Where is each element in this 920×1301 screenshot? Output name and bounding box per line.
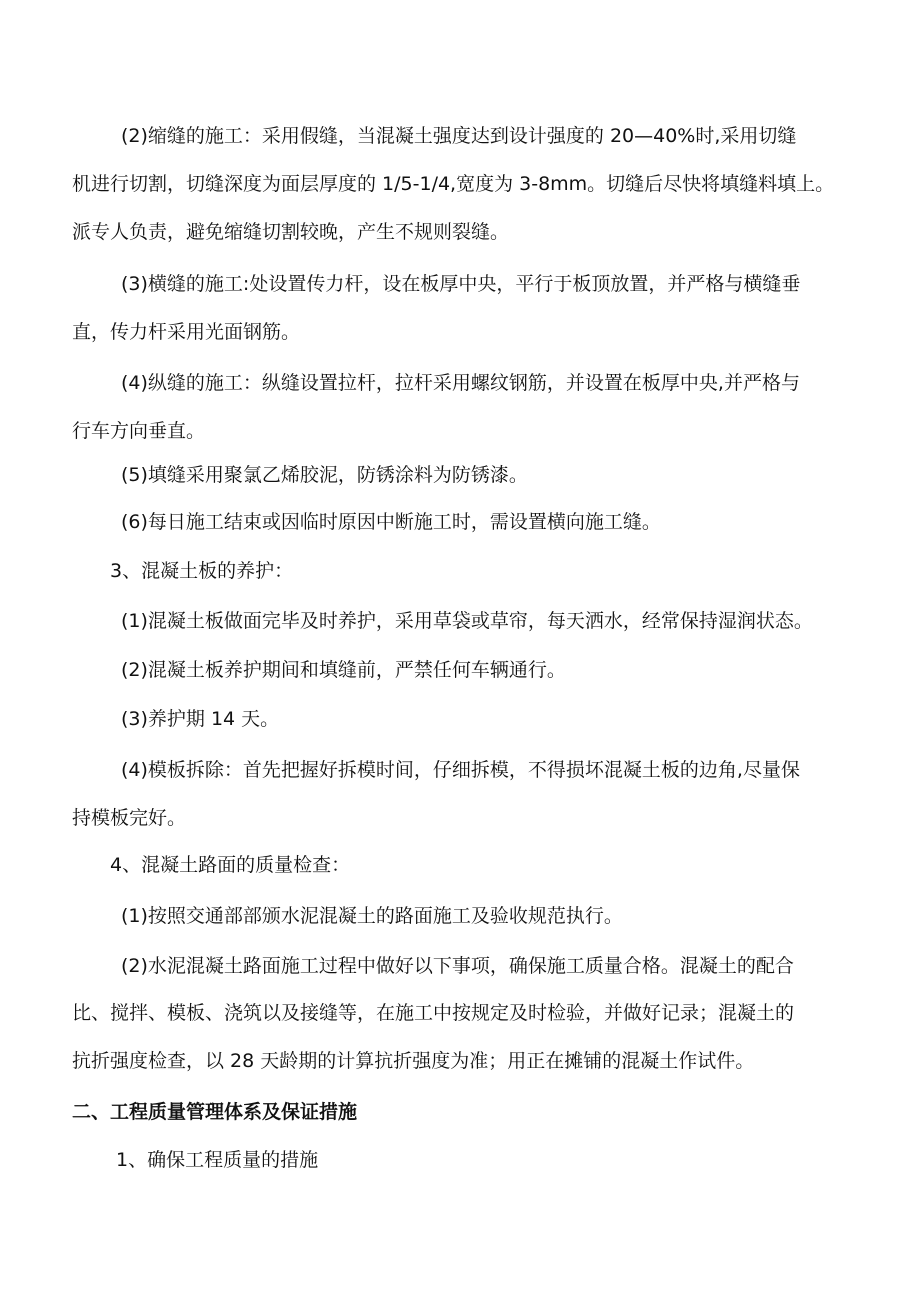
paragraph-line: 行车方向垂直。 xyxy=(72,420,206,442)
section-heading: 1、确保工程质量的措施 xyxy=(116,1149,319,1171)
paragraph-line: 抗折强度检查，以 28 天龄期的计算抗折强度为准；用正在摊铺的混凝土作试件。 xyxy=(72,1050,755,1072)
paragraph-line: 派专人负责，避免缩缝切割较晚，产生不规则裂缝。 xyxy=(72,221,510,243)
paragraph-line: (5)填缝采用聚氯乙烯胶泥，防锈涂料为防锈漆。 xyxy=(121,464,528,486)
paragraph-line: 比、搅拌、模板、浇筑以及接缝等，在施工中按规定及时检验，并做好记录；混凝土的 xyxy=(72,1002,795,1024)
paragraph-line: (2)水泥混凝土路面施工过程中做好以下事项，确保施工质量合格。混凝土的配合 xyxy=(121,955,794,977)
paragraph-line: (1)混凝土板做面完毕及时养护，采用草袋或草帘，每天洒水，经常保持湿润状态。 xyxy=(121,610,813,632)
chapter-heading: 二、工程质量管理体系及保证措施 xyxy=(72,1101,358,1123)
paragraph-line: (6)每日施工结束或因临时原因中断施工时，需设置横向施工缝。 xyxy=(121,511,661,533)
paragraph-line: (4)模板拆除：首先把握好拆模时间，仔细拆模，不得损坏混凝土板的边角,尽量保 xyxy=(121,759,800,781)
paragraph-line: (3)养护期 14 天。 xyxy=(121,708,280,730)
paragraph-line: (2)缩缝的施工：采用假缝，当混凝土强度达到设计强度的 20—40%时,采用切缝 xyxy=(121,125,797,147)
paragraph-line: 机进行切割，切缝深度为面层厚度的 1/5-1/4,宽度为 3-8mm。切缝后尽快将填缝料填上。 xyxy=(72,173,835,195)
section-heading: 3、混凝土板的养护： xyxy=(110,560,294,582)
paragraph-line: 直，传力杆采用光面钢筋。 xyxy=(72,321,301,343)
section-heading: 4、混凝土路面的质量检查： xyxy=(110,854,351,876)
paragraph-line: (4)纵缝的施工：纵缝设置拉杆，拉杆采用螺纹钢筋，并设置在板厚中央,并严格与 xyxy=(121,372,800,394)
paragraph-line: 持模板完好。 xyxy=(72,807,187,829)
paragraph-line: (3)横缝的施工:处设置传力杆，设在板厚中央，平行于板顶放置，并严格与横缝垂 xyxy=(121,273,801,295)
paragraph-line: (2)混凝土板养护期间和填缝前，严禁任何车辆通行。 xyxy=(121,659,566,681)
paragraph-line: (1)按照交通部部颁水泥混凝土的路面施工及验收规范执行。 xyxy=(121,905,623,927)
